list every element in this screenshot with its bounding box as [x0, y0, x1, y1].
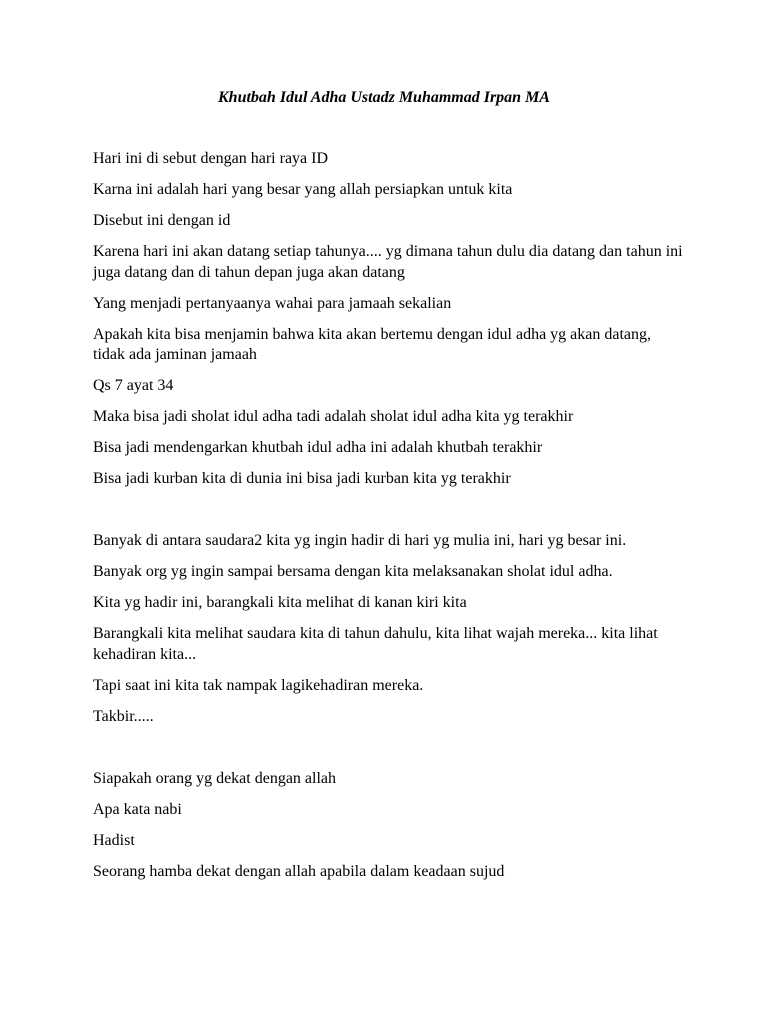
paragraph: Yang menjadi pertanyaanya wahai para jamaah sekalian [93, 294, 452, 312]
paragraph: Kita yg hadir ini, barangkali kita melihat di kanan kiri kita [93, 594, 467, 611]
paragraph: Seorang hamba dekat dengan allah apabila dalam keadaan sujud [93, 862, 505, 880]
paragraph: Maka bisa jadi sholat idul adha tadi adalah sholat idul adha kita yg terakhir [93, 408, 574, 425]
paragraph: Hari ini di sebut dengan hari raya ID [93, 150, 329, 167]
section-2 [93, 531, 683, 727]
paragraph: Apakah kita bisa menjamin bahwa kita akan bertemu dengan idul adha yg akan datang, tidak ada jaminan jamaah [93, 325, 652, 363]
paragraph: Barangkali kita melihat saudara kita di tahun dahulu, kita lihat wajah mereka... kita lihat kehadiran kita... [93, 625, 658, 663]
document-title: Khutbah Idul Adha Ustadz Muhammad Irpan MA [218, 89, 550, 106]
section-1 [93, 149, 683, 490]
paragraph: Takbir..... [93, 707, 154, 725]
paragraph: Hadist [93, 831, 135, 849]
paragraph: Apa kata nabi [93, 800, 182, 818]
blank-line [93, 738, 683, 769]
paragraph: Karna ini adalah hari yang besar yang allah persiapkan untuk kita [93, 181, 513, 198]
paragraph: Qs 7 ayat 34 [93, 377, 174, 394]
paragraph: Siapakah orang yg dekat dengan allah [93, 769, 337, 787]
paragraph: Banyak org yg ingin sampai bersama dengan kita melaksanakan sholat idul adha. [93, 563, 613, 580]
blank-line [93, 500, 683, 531]
paragraph: Banyak di antara saudara2 kita yg ingin hadir di hari yg mulia ini, hari yg besar ini. [93, 532, 627, 549]
section-3 [93, 769, 683, 883]
paragraph: Tapi saat ini kita tak nampak lagikehadiran mereka. [93, 676, 424, 694]
paragraph: Disebut ini dengan id [93, 212, 231, 229]
paragraph: Bisa jadi mendengarkan khutbah idul adha ini adalah khutbah terakhir [93, 439, 543, 456]
paragraph: Bisa jadi kurban kita di dunia ini bisa jadi kurban kita yg terakhir [93, 470, 511, 487]
document-body [93, 149, 683, 893]
paragraph: Karena hari ini akan datang setiap tahunya.... yg dimana tahun dulu dia datang dan tahun ini juga datang dan di tahun depan juga akan datang [93, 243, 683, 281]
